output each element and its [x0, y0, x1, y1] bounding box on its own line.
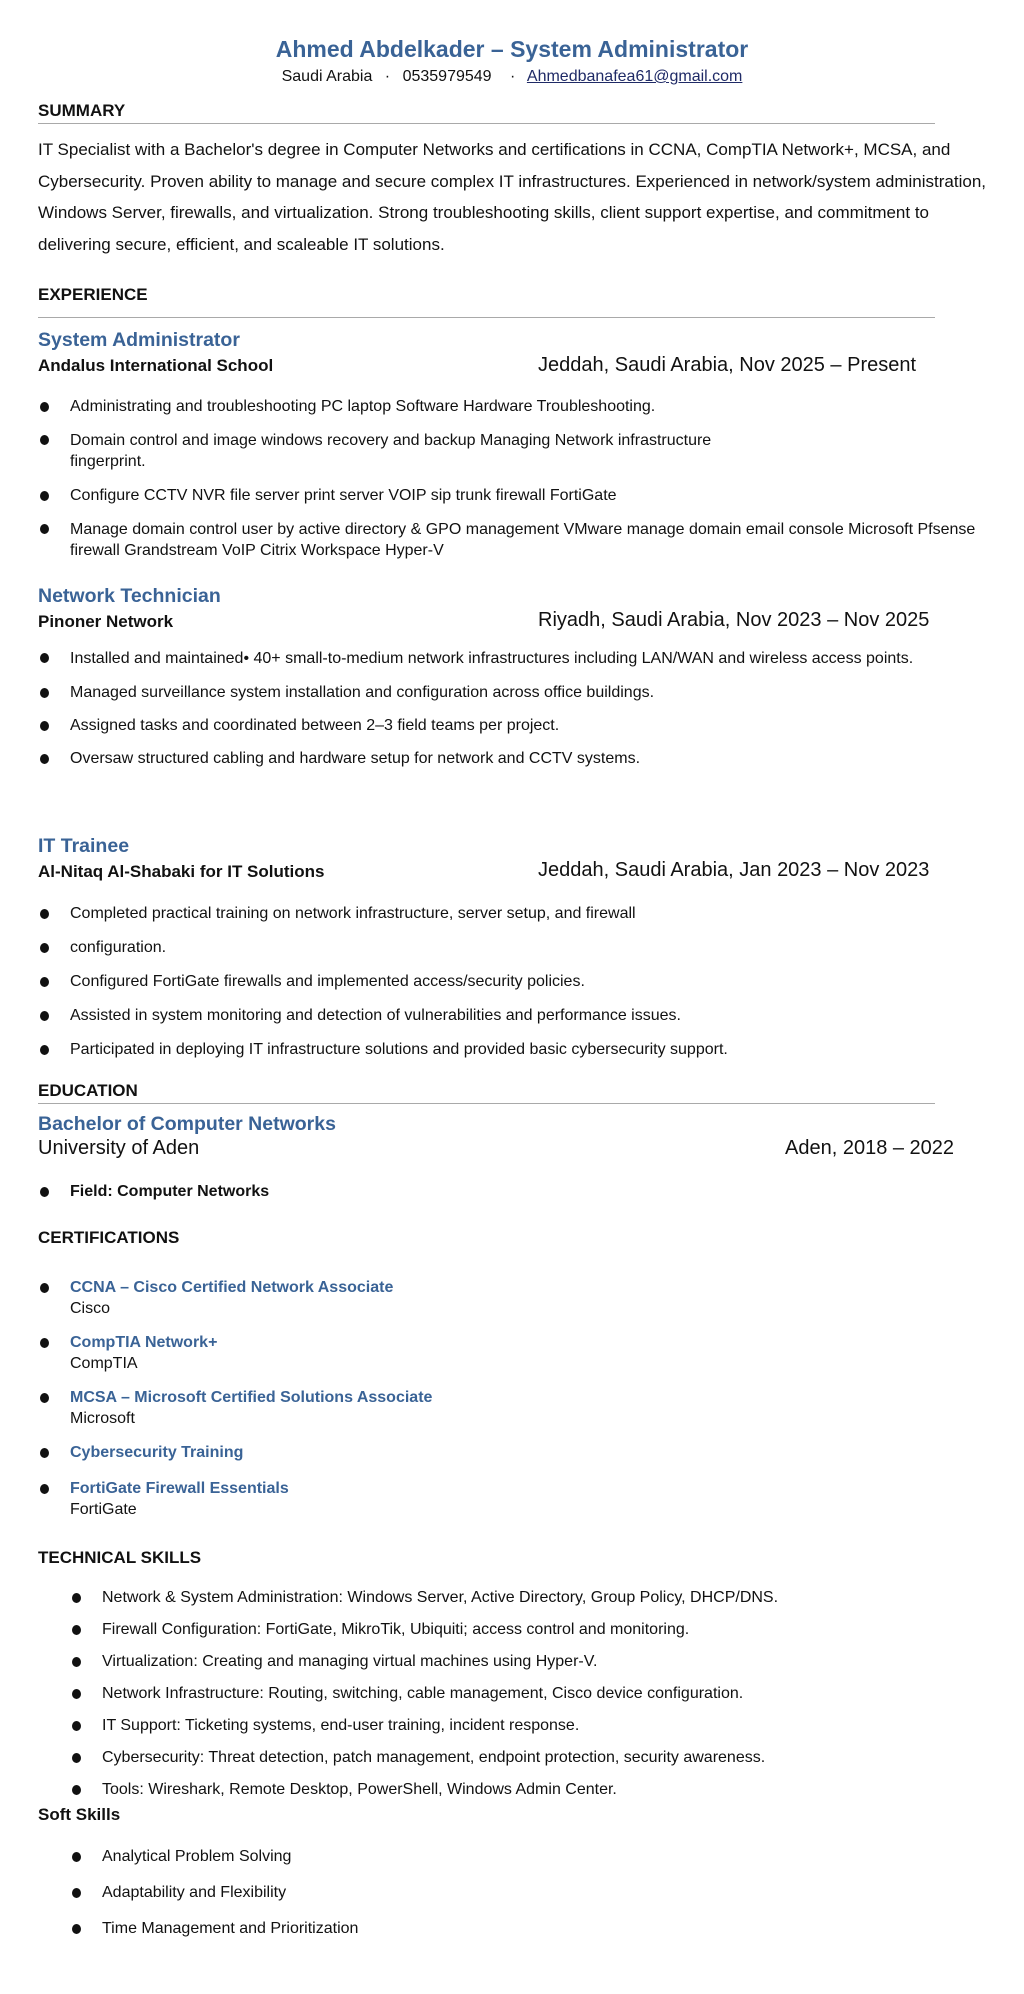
list-item: Network Infrastructure: Routing, switching, cable management, Cisco device configuration.: [70, 1684, 778, 1703]
education-bullets: [38, 1182, 269, 1201]
contact-location: Saudi Arabia: [281, 68, 373, 85]
list-item: Tools: Wireshark, Remote Desktop, PowerShell, Windows Admin Center.: [70, 1780, 778, 1799]
education-heading: EDUCATION: [38, 1081, 138, 1100]
list-item: IT Support: Ticketing systems, end-user training, incident response.: [70, 1716, 778, 1735]
job-location-dates: Jeddah, Saudi Arabia, Jan 2023 – Nov 2023: [538, 859, 930, 881]
education-degree: Bachelor of Computer Networks: [38, 1113, 336, 1135]
certification-name: CCNA – Cisco Certified Network Associate: [70, 1279, 394, 1296]
list-item: Analytical Problem Solving: [70, 1847, 358, 1866]
certification-name: CompTIA Network+: [70, 1334, 218, 1351]
certification-item: [38, 1333, 432, 1375]
list-item: Network & System Administration: Windows Server, Active Directory, Group Policy, DHCP/DNS.: [70, 1588, 778, 1607]
bullet-icon: [40, 977, 49, 987]
bullet-icon: [40, 909, 49, 919]
job-bullets: [38, 648, 970, 768]
job-company: Pinoner Network: [38, 612, 174, 631]
bullet-icon: [72, 1888, 81, 1898]
bullet-icon: [72, 1593, 81, 1603]
bullet-icon: [72, 1721, 81, 1731]
bullet-icon: [40, 1283, 49, 1293]
technical-skills-heading: TECHNICAL SKILLS: [38, 1548, 202, 1567]
bullet-icon: [40, 402, 49, 412]
bullet-icon: [72, 1657, 81, 1667]
bullet-icon: [40, 1393, 49, 1403]
email-link[interactable]: Ahmedbanafea61@gmail.com: [526, 68, 743, 85]
list-item: configuration.: [38, 938, 728, 957]
job-location-dates: Jeddah, Saudi Arabia, Nov 2025 – Present: [538, 354, 917, 376]
job-company: Al-Nitaq Al-Shabaki for IT Solutions: [38, 862, 325, 881]
bullet-icon: [40, 491, 49, 501]
bullet-icon: [40, 1011, 49, 1021]
certification-item: [38, 1388, 432, 1430]
list-item: Cybersecurity: Threat detection, patch management, endpoint protection, security awareness.: [70, 1748, 778, 1767]
contact-phone: 0535979549: [402, 68, 492, 85]
certification-name: MCSA – Microsoft Certified Solutions Associate: [70, 1389, 433, 1406]
job-company: Andalus International School: [38, 356, 274, 375]
experience-divider: [38, 317, 935, 318]
list-item: Managed surveillance system installation and configuration across office buildings.: [38, 683, 970, 702]
job-title: Network Technician: [38, 585, 221, 607]
list-item: Configure CCTV NVR file server print server VOIP sip trunk firewall FortiGate: [38, 486, 1000, 505]
bullet-icon: [72, 1689, 81, 1699]
summary-text: IT Specialist with a Bachelor's degree in Computer Networks and certifications in CCNA, CompTIA Network+, MCSA, and Cybersecurity. Proven ability to manage and secure complex IT infrastructures. Experienced in network/system administration, Windows Server, firewalls, and virtualization. Strong troubleshooting skills, client support expertise, and commitment to delivering secure, efficient, and scaleable IT solutions.: [38, 140, 987, 254]
contact-line: [0, 68, 1024, 86]
list-item: Firewall Configuration: FortiGate, MikroTik, Ubiquiti; access control and monitoring.: [70, 1620, 778, 1639]
certification-name: FortiGate Firewall Essentials: [70, 1480, 289, 1497]
certifications-list: [38, 1278, 432, 1534]
bullet-icon: [72, 1625, 81, 1635]
bullet-icon: [72, 1753, 81, 1763]
bullet-icon: [40, 1338, 49, 1348]
list-item: Field: Computer Networks: [38, 1182, 269, 1201]
list-item: Domain control and image windows recovery and backup Managing Network infrastructure fingerprint.: [38, 430, 1000, 472]
certification-issuer: FortiGate: [70, 1501, 137, 1518]
soft-skills-heading: Soft Skills: [38, 1805, 121, 1824]
bullet-icon: [40, 721, 49, 731]
bullet-icon: [72, 1852, 81, 1862]
bullet-icon: [40, 435, 49, 445]
certification-issuer: CompTIA: [70, 1355, 138, 1372]
bullet-icon: [40, 1448, 49, 1458]
job-title: System Administrator: [38, 329, 240, 351]
name-title: Ahmed Abdelkader – System Administrator: [275, 36, 749, 62]
certification-issuer: Microsoft: [70, 1410, 135, 1427]
list-item: Completed practical training on network infrastructure, server setup, and firewall: [38, 904, 728, 923]
list-item: Assisted in system monitoring and detection of vulnerabilities and performance issues.: [38, 1006, 728, 1025]
list-item: Installed and maintained• 40+ small-to-medium network infrastructures including LAN/WAN and wireless access points.: [38, 648, 970, 669]
bullet-icon: [72, 1785, 81, 1795]
job-bullets: [38, 397, 1000, 561]
certification-issuer: Cisco: [70, 1300, 111, 1317]
bullet-icon: [40, 524, 49, 534]
summary-heading: SUMMARY: [38, 101, 126, 120]
bullet-icon: [40, 1187, 49, 1197]
list-item: Virtualization: Creating and managing virtual machines using Hyper-V.: [70, 1652, 778, 1671]
soft-skills-list: [70, 1847, 358, 1938]
certification-item: [38, 1479, 432, 1521]
education-divider: [38, 1103, 935, 1104]
job-title: IT Trainee: [38, 835, 130, 857]
job-bullets: [38, 904, 728, 1059]
list-item: Assigned tasks and coordinated between 2–3 field teams per project.: [38, 716, 970, 735]
bullet-icon: [40, 688, 49, 698]
bullet-icon: [40, 653, 49, 663]
certification-item: [38, 1443, 432, 1463]
bullet-icon: [40, 943, 49, 953]
contact-separator: ·: [384, 68, 391, 85]
list-item: Participated in deploying IT infrastructure solutions and provided basic cybersecurity support.: [38, 1040, 728, 1059]
list-item: Manage domain control user by active directory & GPO management VMware manage domain email console Microsoft Pfsense firewall Grandstream VoIP Citrix Workspace Hyper-V: [38, 519, 1000, 561]
bullet-icon: [40, 754, 49, 764]
list-item: Oversaw structured cabling and hardware setup for network and CCTV systems.: [38, 749, 970, 768]
certification-name: Cybersecurity Training: [70, 1444, 244, 1461]
list-item: Time Management and Prioritization: [70, 1919, 358, 1938]
bullet-icon: [72, 1924, 81, 1934]
summary-divider: [38, 123, 935, 124]
list-item: Administrating and troubleshooting PC laptop Software Hardware Troubleshooting.: [38, 397, 1000, 416]
technical-skills-list: [70, 1588, 778, 1799]
certification-item: [38, 1278, 432, 1320]
job-location-dates: Riyadh, Saudi Arabia, Nov 2023 – Nov 2025: [538, 609, 930, 631]
list-item: Configured FortiGate firewalls and implemented access/security policies.: [38, 972, 728, 991]
education-school: University of Aden: [38, 1137, 200, 1159]
experience-heading: EXPERIENCE: [38, 285, 148, 304]
bullet-icon: [40, 1484, 49, 1494]
contact-separator: ·: [510, 68, 516, 85]
bullet-icon: [40, 1045, 49, 1055]
education-location-dates: Aden, 2018 – 2022: [785, 1137, 955, 1159]
list-item: Adaptability and Flexibility: [70, 1883, 358, 1902]
certifications-heading: CERTIFICATIONS: [38, 1228, 180, 1247]
